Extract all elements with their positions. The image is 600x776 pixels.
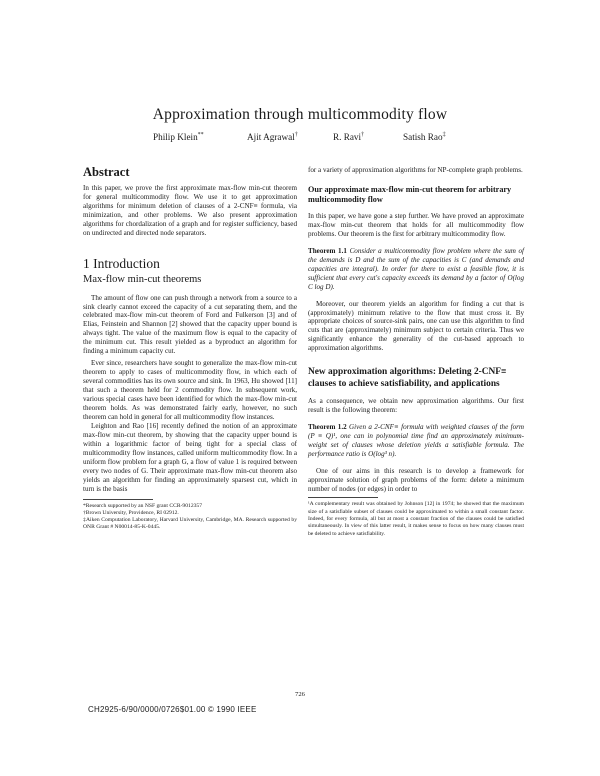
footnote-1: *Research supported by an NSF grant CCR-9012357	[83, 502, 203, 509]
paragraph-gone-further: In this paper, we have gone a step further. We have proved an approximate max-flow min-cut theorem that holds for all multicommodity flow problems. Our theorem is the first for arbitrary multicommodity flow.	[308, 211, 524, 238]
heading-approximate-theorem: Our approximate max-flow min-cut theorem for arbitrary multicommodity flow	[308, 184, 512, 205]
theorem-1-2-label: Theorem 1.2	[308, 422, 347, 431]
intro-paragraph-2: Ever since, researchers have sought to generalize the max-flow min-cut theorem to apply to cases of multicommodity flow, in which each of several commodities has its own source and sink. In 1963, Hu showed [11] that such a theorem held for 2 commodity flow. In subsequent work, various special cases have been identified for which the max-flow min-cut theorem holds. As was demonstrated fairly early, however, no such theorem can hold in general for all multicommodity flow instances.	[83, 359, 297, 421]
paragraph-framework: One of our aims in this research is to develop a framework for approximate solution of graph problems of the form: delete a minimum number of nodes (or edges) in order to	[308, 466, 524, 493]
theorem-1-1-label: Theorem 1.1	[308, 246, 347, 255]
footnote-right: ¹A complementary result was obtained by Johnson [12] in 1974; he showed that the maximum size of a satisfiable subset of clauses could be approximated to within a small constant factor. Indeed, for every formula, all but at most a constant fraction of the clauses could be satisfied simultaneously. In view of this latter result, it makes sense to focus on how many clauses must be deleted to achieve satisfiability.	[308, 501, 524, 537]
continued-text: for a variety of approximation algorithms for NP-complete graph problems.	[308, 166, 523, 174]
copyright-line: CH2925-6/90/0000/0726$01.00 © 1990 IEEE	[88, 705, 257, 714]
heading-new-algorithms: New approximation algorithms: Deleting 2-CNF≡ clauses to achieve satisfiability, and applications	[308, 367, 507, 389]
abstract-heading: Abstract	[83, 165, 130, 179]
theorem-1-1: Theorem 1.1 Consider a multicommodity flow problem where the sum of the demands is D and the sum of the capacities is C (and demands and capacities are integral). In order for there to exist a feasible flow, it is sufficient that every cut's capacity exceeds its demand by a factor of O(log C log D).	[308, 246, 525, 291]
paper-title: Approximation through multicommodity flow	[152, 106, 448, 123]
paragraph-consequence: As a consequence, we obtain new approximation algorithms. Our first result is the following theorem:	[308, 396, 524, 414]
author-2: Ajit Agrawal†	[247, 132, 298, 143]
right-column	[308, 166, 524, 538]
footnote-rule-right	[308, 497, 378, 498]
theorem-1-2: Theorem 1.2 Given a 2-CNF≡ formula with weighted clauses of the form (P ≡ Q)¹, one can in polynomial time find an approximately minimum-weight set of clauses whose deletion yields a satisfiable formula. The performance ratio is O(log³ n).	[308, 422, 525, 458]
intro-paragraph-1: The amount of flow one can push through a network from a source to a sink clearly cannot exceed the capacity of a cut separating them, and the celebrated max-flow min-cut theorem of Ford and Fulkerson [3] and of Elias, Feinstein and Shannon [2] showed that the capacity upper bound is always tight. The value of the maximum flow is equal to the capacity of the minimum cut. This result yielded as a byproduct an algorithm for finding a minimum capacity cut.	[83, 293, 297, 356]
author-4: Satish Rao‡	[403, 132, 446, 143]
left-column	[83, 165, 297, 532]
footnote-2: †Brown University, Providence, RI 02912.	[83, 509, 179, 516]
abstract-text: In this paper, we prove the first approximate max-flow min-cut theorem for general multicommodity flow. We use it to get approximation algorithms for minimum deletion of clauses of a 2-CNF≡ formula, via minimization, and other problems. We also present approximation algorithms for chordalization of a graph and for register sufficiency, based on undirected and directed node separators.	[83, 183, 297, 237]
footnote-rule	[83, 499, 153, 500]
author-1: Philip Klein**	[153, 132, 204, 143]
section-heading-introduction: 1 Introduction	[83, 255, 160, 271]
intro-paragraph-3: Leighton and Rao [16] recently defined the notion of an approximate max-flow min-cut theorem, by showing that the capacity upper bound is within a logarithmic factor of being tight for a special class of multicommodity flow instances, called uniform multicommodity flow. In a uniform flow problem for a graph G, a flow of value 1 is required between every two nodes of G. Their approximate max-flow min-cut theorem also yields an algorithm for finding an approximately sparsest cut, which in turn is the basis	[83, 421, 297, 493]
paragraph-moreover: Moreover, our theorem yields an algorithm for finding a cut that is (approximately) minimum relative to the flow that must cross it. By appropriate choices of source-sink pairs, one can use this algorithm to find cuts that are (approximately) minimum subject to certain criteria. Thus we significantly enhance the generality of the cut-based approach to approximation algorithms.	[308, 299, 524, 353]
subsection-heading-maxflow: Max-flow min-cut theorems	[83, 273, 202, 285]
page-number: 726	[295, 691, 305, 698]
author-3: R. Ravi†	[333, 132, 365, 143]
footnote-3: ‡Aiken Computation Laboratory, Harvard University, Cambridge, MA. Research supported by ONR Grant # N00014-85-K-0445.	[83, 517, 297, 531]
